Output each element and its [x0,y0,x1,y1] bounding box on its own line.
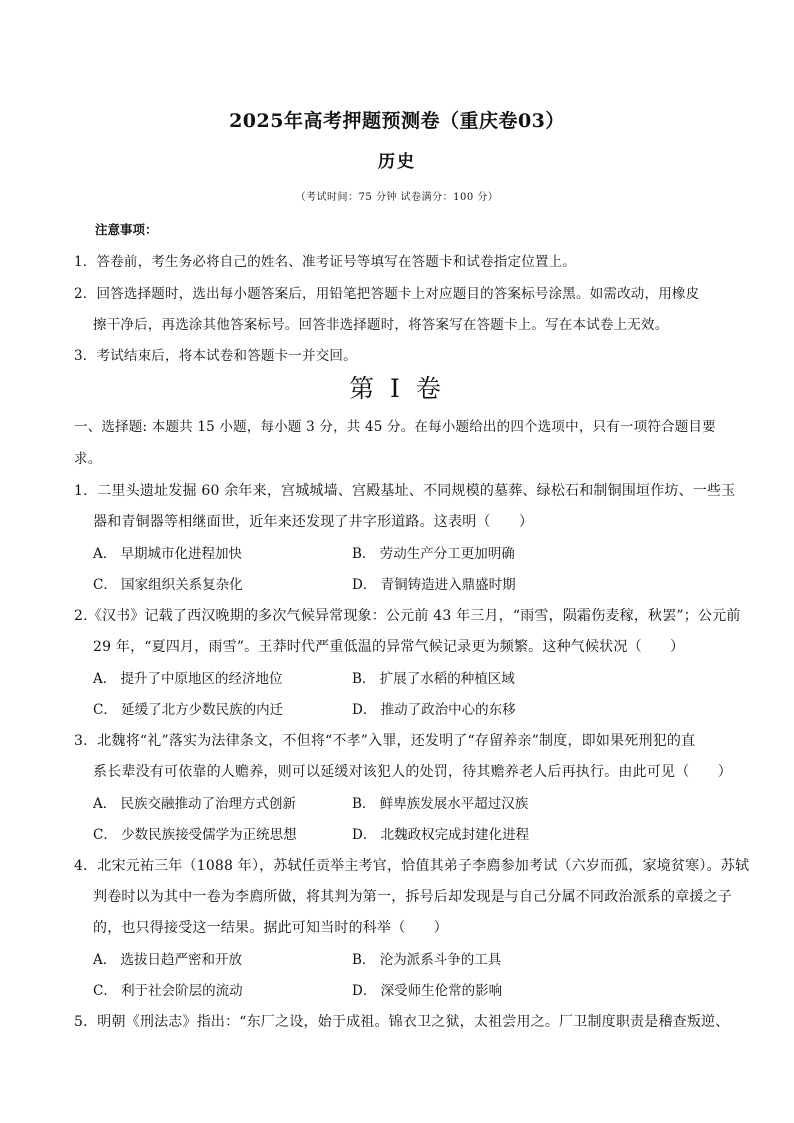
question-4-option-d: D． 深受师生伦常的影响 [352,983,503,999]
notice-heading: 注意事项： [95,222,158,237]
question-3-stem-cont: 系长辈没有可依靠的人赡养，则可以延缓对该犯人的处罚，待其赡养老人后再执行。由此可见（ ） [93,764,732,780]
question-4-option-b: B． 沦为派系斗争的工具 [352,952,502,968]
question-4-stem: 4．北宋元祐三年（1088 年），苏轼任贡举主考官，恰值其弟子李廌参加考试（六岁而孤，家境贫寒）。苏轼 [74,858,750,874]
question-3-option-a: A． 民族交融推动了治理方式创新 [93,796,297,812]
question-2-stem-cont: 29 年，“夏四月，雨雪”。王莽时代严重低温的异常气候记录更为频繁。这种气候状况（ ） [93,639,685,655]
question-3-option-d: D． 北魏政权完成封建化进程 [352,827,530,843]
exam-meta: （考试时间：75 分钟 试卷满分：100 分） [295,192,499,203]
question-2-stem: 2.《汉书》记载了西汉晚期的多次气候异常现象：公元前 43 年三月，“雨雪，陨霜伤麦稼，秋罢”；公元前 [74,608,741,624]
exam-subject: 历史 [378,152,416,172]
question-5-stem: 5．明朝《刑法志》指出：“东厂之设，始于成祖。锦衣卫之狱，太祖尝用之。厂卫制度职责是稽查叛逆、 [74,1014,730,1030]
question-3-stem: 3．北魏将“礼”落实为法律条文，不但将“不孝”入罪，还发明了“存留养亲”制度，即如果死刑犯的直 [74,733,696,749]
exam-title: 2025年高考押题预测卷（重庆卷03） [229,110,565,132]
question-1-stem-cont: 器和青铜器等相继面世，近年来还发现了井字形道路。这表明（ ） [93,514,534,530]
notice-item-1: 1．答卷前，考生务必将自己的姓名、准考证号等填写在答题卡和试卷指定位置上。 [74,254,576,270]
question-4-stem-cont: 判卷时以为其中一卷为李廌所做，将其判为第一，拆号后却发现是与自己分属不同政治派系的章援之子 [93,889,732,905]
volume-heading: 第 I 卷 [349,374,445,403]
question-1-option-c: C． 国家组织关系复杂化 [93,577,243,593]
question-2-option-c: C． 延缓了北方少数民族的内迁 [93,702,284,718]
question-3-option-c: C． 少数民族接受儒学为正统思想 [93,827,297,843]
notice-item-2: 2．回答选择题时，选出每小题答案后，用铅笔把答题卡上对应题目的答案标号涂黑。如需改动，用橡皮 [74,286,700,302]
question-1-stem: 1．二里头遗址发掘 60 余年来，宫城城墙、宫殿基址、不同规模的墓葬、绿松石和制铜围垣作坊、一些玉 [74,483,736,499]
question-2-option-a: A． 提升了中原地区的经济地位 [93,671,283,687]
question-4-option-a: A． 选拔日趋严密和开放 [93,952,243,968]
notice-item-2-cont: 擦干净后，再选涂其他答案标号。回答非选择题时，将答案写在答题卡上。写在本试卷上无效。 [93,317,669,333]
section-instruction: 一、选择题: 本题共 15 小题，每小题 3 分，共 45 分。在每小题给出的四个选项中，只有一项符合题目要 [74,419,716,435]
question-4-stem-cont-2: 的，也只得接受这一结果。据此可知当时的科举（ ） [93,920,448,936]
question-1-option-a: A． 早期城市化进程加快 [93,546,243,562]
question-2-option-b: B． 扩展了水稻的种植区域 [352,671,515,687]
question-4-option-c: C． 利于社会阶层的流动 [93,983,243,999]
notice-item-3: 3．考试结束后，将本试卷和答题卡一并交回。 [74,348,357,364]
section-instruction-cont: 求。 [74,451,102,467]
question-3-option-b: B． 鲜卑族发展水平超过汉族 [352,796,529,812]
question-1-option-d: D． 青铜铸造进入鼎盛时期 [352,577,516,593]
question-1-option-b: B． 劳动生产分工更加明确 [352,546,515,562]
question-2-option-d: D． 推动了政治中心的东移 [352,702,516,718]
